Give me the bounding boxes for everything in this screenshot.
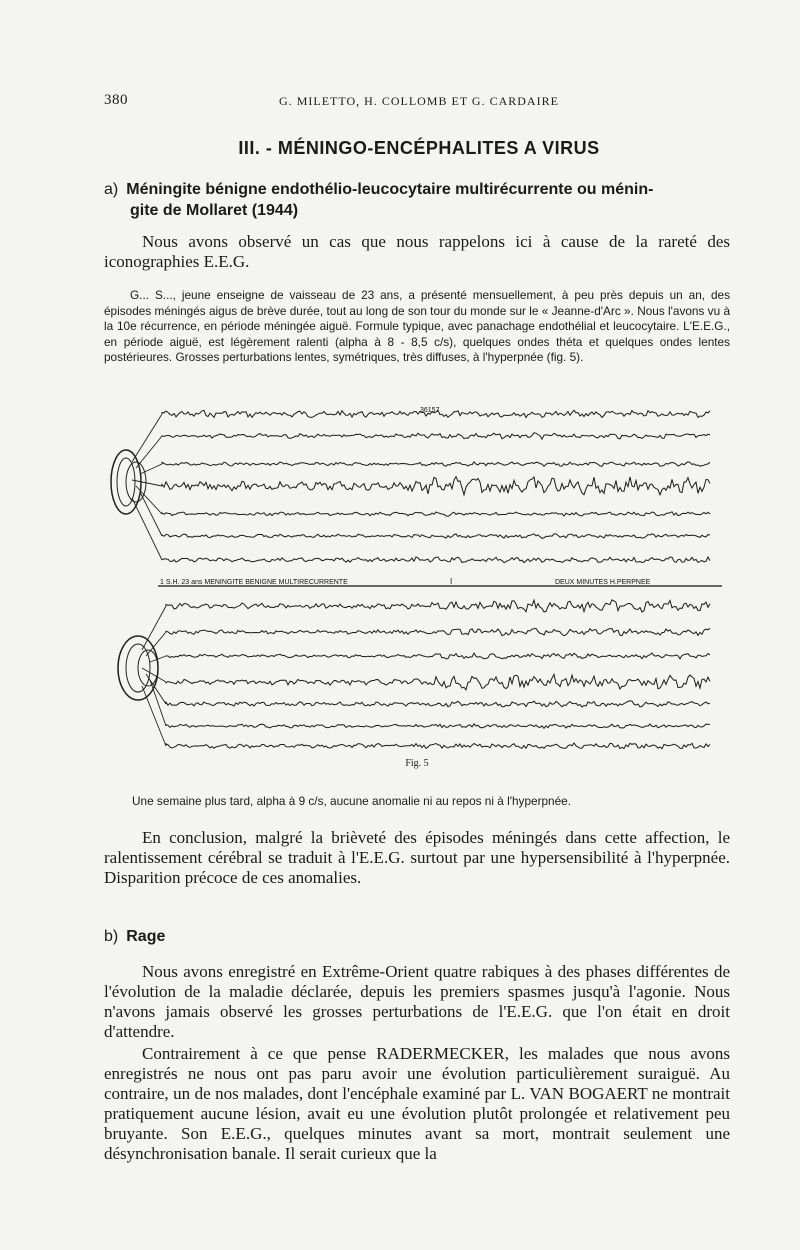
eeg-lead-7 (132, 498, 162, 560)
eeg-trace-2 (162, 433, 710, 439)
running-title: G. MILETTO, H. COLLOMB ET G. CARDAIRE (279, 94, 559, 108)
eeg-trace-9 (166, 628, 710, 635)
subsection-a-title-line2: gite de Mollaret (1944) (130, 202, 299, 219)
section-heading: III. - MÉNINGO-ENCÉPHALITES A VIRUS (238, 138, 600, 158)
paragraph-intro: Nous avons observé un cas que nous rappelons ici à cause de la rareté des iconographies E.E.G. (104, 232, 730, 271)
eeg-trace-12 (166, 701, 710, 707)
eeg-annotation-right: DEUX MINUTES H.PERPNEE (555, 579, 651, 586)
eeg-trace-8 (166, 600, 710, 612)
paragraph-rage-1: Nous avons enregistré en Extrême-Orient quatre rabiques à des phases différentes de l'évolution de la maladie déclarée, depuis les premiers spasmes jusqu'à l'agonie. Nous n'avons jamais observé les grosses perturbations de l'E.E.G. que l'on était en droit d'attendre. (104, 962, 730, 1041)
eeg-annotation-left: 1 S.H. 23 ans MENINGITE BENIGNE MULTIRECURRENTE (160, 579, 348, 586)
eeg-trace-6 (162, 534, 710, 539)
eeg-lead-8 (142, 606, 166, 650)
subsection-b-label: b) (104, 928, 119, 945)
eeg-record-number: 36157 (420, 407, 440, 414)
paragraph-conclusion: En conclusion, malgré la brièveté des épisodes méningés dans cette affection, le ralentissement cérébral se traduit à l'E.E.G. surtout par une hypersensibilité à l'hyperpnée. Disparition précoce de ces anomalies. (104, 828, 730, 887)
subsection-a-title-line1: Méningite bénigne endothélio-leucocytaire multirécurrente ou ménin- (126, 181, 654, 198)
eeg-trace-13 (166, 724, 710, 729)
eeg-annotation-mark: I (450, 577, 453, 586)
eeg-lead-13 (150, 680, 166, 726)
subsection-a-heading (104, 179, 734, 221)
eeg-lead-4 (132, 480, 162, 486)
subsection-b-title: Rage (126, 928, 166, 945)
paragraph-followup: Une semaine plus tard, alpha à 9 c/s, aucune anomalie ni au repos ni à l'hyperpnée. (132, 794, 572, 808)
eeg-trace-11 (166, 674, 710, 690)
eeg-lead-2 (136, 436, 162, 468)
figure-caption: Fig. 5 (405, 758, 429, 769)
eeg-trace-7 (162, 557, 710, 563)
paragraph-rage-2: Contrairement à ce que pense RADERMECKER, les malades que nous avons enregistrés ne nous ont pas paru avoir une évolution particulièrement suraiguë. Au contraire, un de nos malades, dont l'encéphale examiné par L. VAN BOGAERT ne montrait pratiquement aucune lésion, avait eu une évolution plutôt prolongée et relativement peu bruyante. Son E.E.G., quelques minutes avant sa mort, montrait seulement une désynchronisation banale. Il serait curieux que la (104, 1044, 730, 1163)
eeg-trace-10 (166, 653, 710, 659)
eeg-electrode-diagram-bottom (118, 636, 158, 700)
running-head (104, 92, 734, 114)
eeg-figure (110, 400, 730, 752)
eeg-lead-11 (142, 668, 166, 682)
paragraph-case: G... S..., jeune enseigne de vaisseau de 23 ans, a présenté mensuellement, à peu près depuis un an, des épisodes méningés aigus de brève durée, tout au long de son tour du monde sur le « Jeanne-d'Arc ». Nous l'avons vu à la 10e récurrence, en période méningée aiguë. Formule typique, avec panachage endothélial et leucocytaire. L'E.E.G., en période aiguë, est légèrement ralenti (alpha à 8 - 8,5 c/s), quelques ondes théta et quelques ondes lentes postérieures. Grosses perturbations lentes, symétriques, très diffuses, à l'hyperpnée (fig. 5). (104, 288, 730, 365)
eeg-trace-14 (166, 743, 710, 749)
eeg-trace-4 (162, 477, 710, 495)
eeg-trace-3 (162, 462, 710, 467)
subsection-b-heading (104, 926, 734, 947)
subsection-a-label: a) (104, 181, 119, 198)
page-number: 380 (104, 92, 128, 108)
eeg-lead-6 (140, 492, 162, 536)
eeg-trace-5 (162, 512, 710, 516)
